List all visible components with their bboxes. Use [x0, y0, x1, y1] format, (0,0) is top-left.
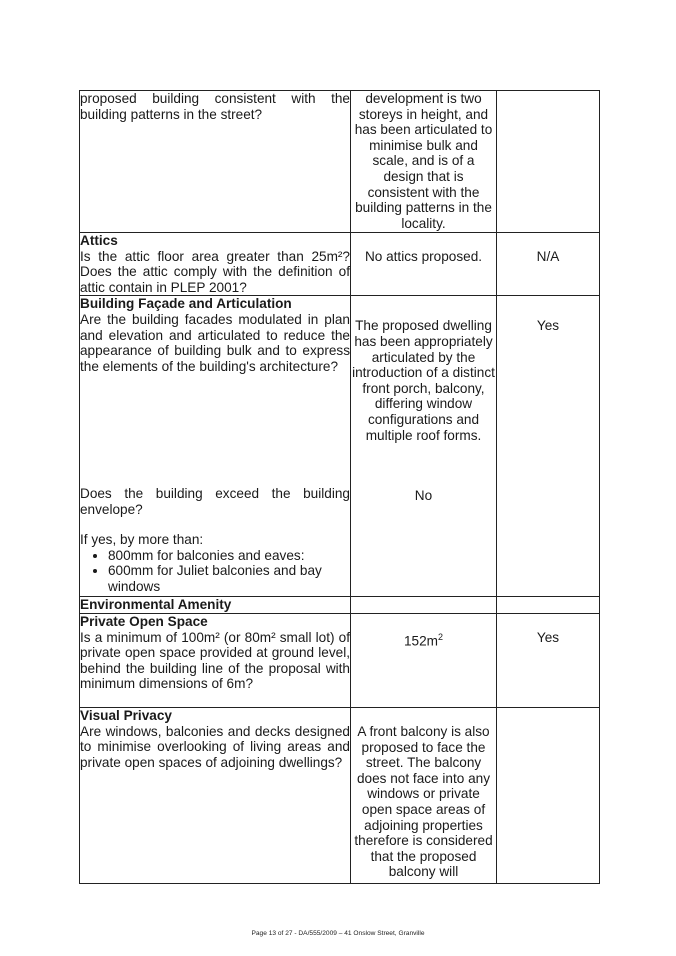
- compliance-text: N/A: [536, 249, 560, 264]
- section-heading: Environmental Amenity: [80, 597, 351, 614]
- question-text: proposed building consistent with the building patterns in the street?: [80, 91, 350, 122]
- empty-cell: [497, 597, 600, 614]
- response-text: The proposed dwelling has been appropriately articulated by the introduction of a distinct front porch, balcony, differing window configurations and multiple roof forms.: [352, 318, 495, 443]
- compliance-text: Yes: [536, 629, 560, 645]
- response-text: A front balcony is also proposed to face the street. The balcony does not face into any windows or private open space areas of adjoining properties therefore is considered that the proposed balcony will: [354, 723, 493, 880]
- compliance-cell: [497, 91, 600, 233]
- question-cell: [80, 613, 351, 707]
- empty-cell: [351, 597, 497, 614]
- response-cell: [351, 707, 497, 883]
- response-text: 152m: [403, 633, 438, 649]
- compliance-cell: [497, 707, 600, 883]
- compliance-cell: [497, 233, 600, 296]
- list-item: • 600mm for Juliet balconies and bay windows: [108, 563, 350, 594]
- table-row: [80, 91, 600, 233]
- table-row: [80, 233, 600, 296]
- response-text: No: [414, 488, 433, 504]
- compliance-cell: [497, 296, 600, 597]
- assessment-table: [79, 90, 600, 884]
- response-cell: [351, 91, 497, 233]
- page-footer: Page 13 of 27 - DA/555/2009 – 41 Onslow Street, Granville: [251, 930, 425, 937]
- response-cell: [351, 233, 497, 296]
- question-text: Is the attic floor area greater than 25m²? Does the attic comply with the definition of attic contain in PLEP 2001?: [80, 248, 350, 295]
- list-item: • 800mm for balconies and eaves:: [108, 548, 350, 564]
- response-text: No attics proposed.: [364, 249, 483, 264]
- table-row: [80, 296, 600, 597]
- response-text: development is two storeys in height, and has been articulated to minimise bulk and scale, and is of a design that is consistent with the building patterns in the locality.: [354, 91, 493, 231]
- row-heading: Private Open Space: [80, 613, 208, 629]
- question-text: If yes, by more than:: [80, 532, 204, 548]
- bullet-list: [80, 548, 350, 595]
- response-cell: [351, 296, 497, 597]
- response-cell: [351, 613, 497, 707]
- question-cell: [80, 233, 351, 296]
- row-heading: Attics: [80, 233, 118, 248]
- table-row: [80, 707, 600, 883]
- question-cell: [80, 91, 351, 233]
- question-text: Is a minimum of 100m² (or 80m² small lot) of private open space provided at ground level, behind the building line of the proposal with minimum dimensions of 6m?: [80, 629, 350, 692]
- table-row: [80, 613, 600, 707]
- question-cell: [80, 707, 351, 883]
- question-cell: [80, 296, 351, 597]
- row-heading: Building Façade and Articulation: [80, 296, 292, 312]
- response-superscript: 2: [438, 631, 444, 642]
- section-row: [80, 597, 600, 614]
- question-text: Does the building exceed the building envelope?: [80, 485, 350, 517]
- row-heading: Visual Privacy: [80, 707, 172, 723]
- compliance-text: Yes: [536, 318, 560, 334]
- question-text: Are the building facades modulated in plan and elevation and articulated to reduce the appearance of building bulk and to express the elements of the building's architecture?: [80, 311, 350, 374]
- question-text: Are windows, balconies and decks designed to minimise overlooking of living areas and private open spaces of adjoining dwellings?: [80, 723, 350, 770]
- compliance-cell: [497, 613, 600, 707]
